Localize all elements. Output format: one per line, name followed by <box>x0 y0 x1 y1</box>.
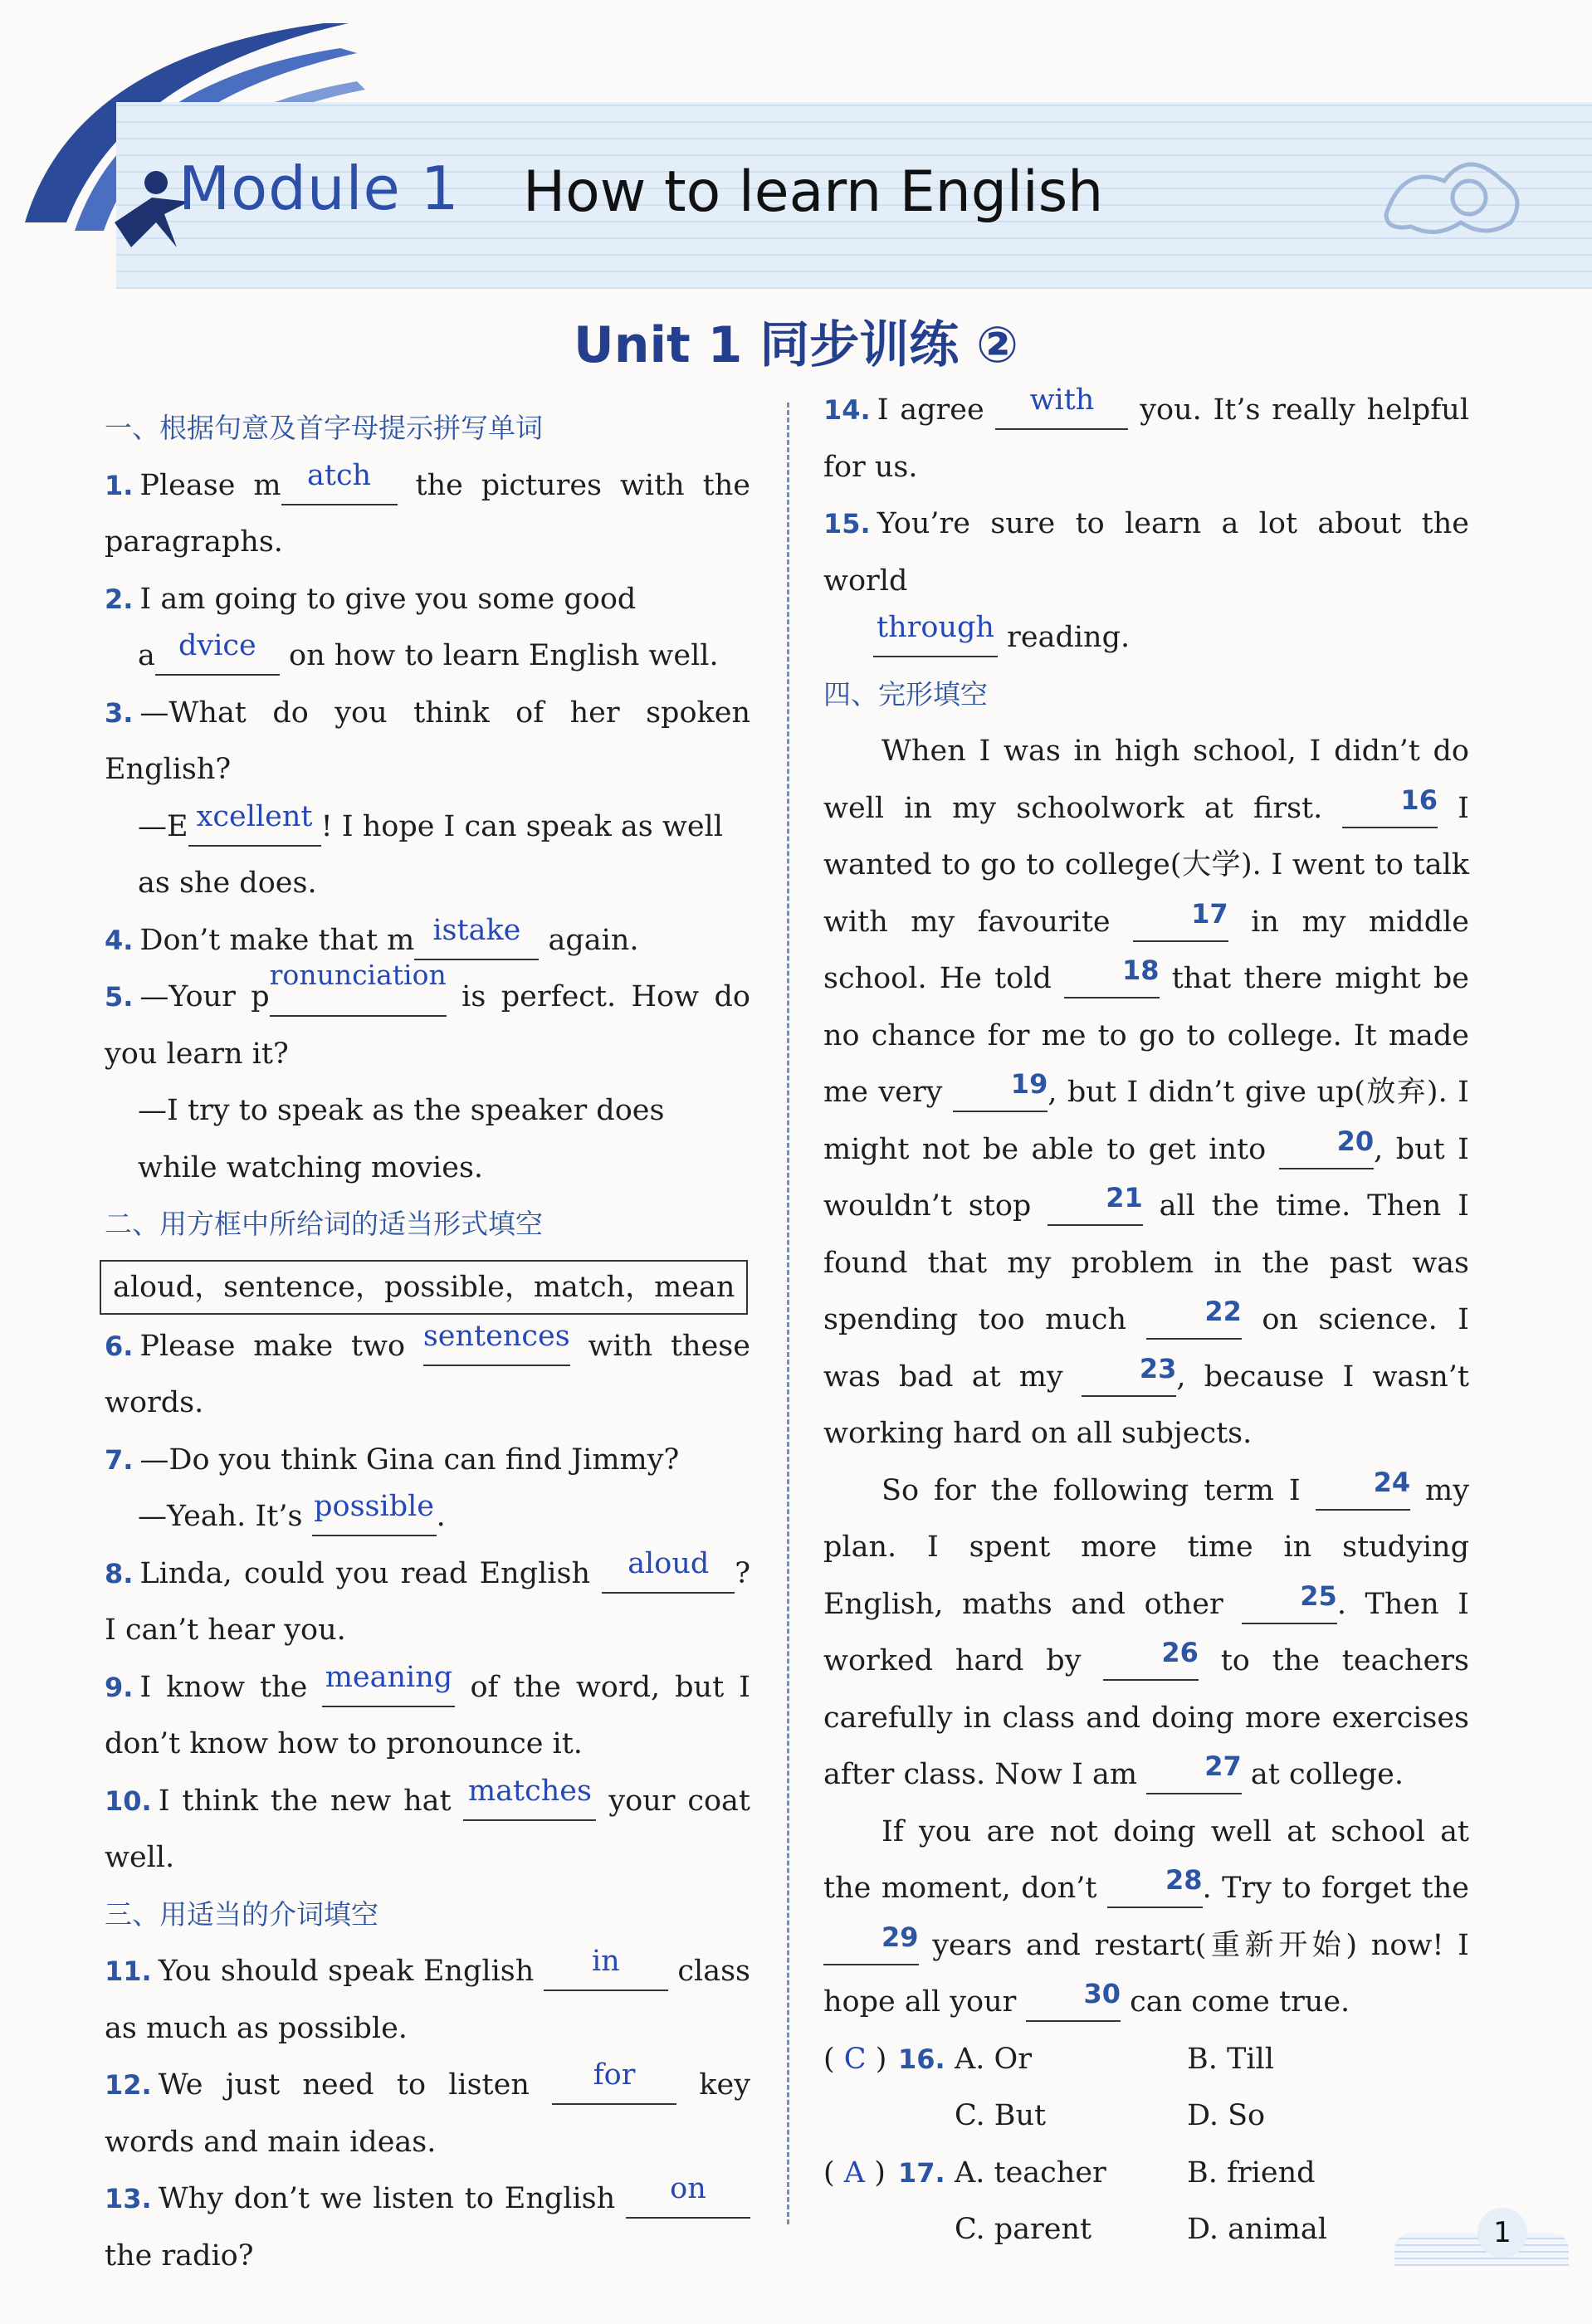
option-a[interactable]: A. teacher <box>955 2156 1106 2190</box>
answer-blank[interactable]: through <box>873 619 998 657</box>
cloze-paragraph-2: So for the following term I 24 my plan. I spent more time in studying English, maths and other 25. Then I worked hard by 26 to the teachers carefully in class and doing more exercises after class. Now I am 27 at college. <box>823 1462 1469 1804</box>
answer-blank[interactable]: with <box>995 392 1128 430</box>
question-7: 7. —Do you think Gina can find Jimmy? <box>105 1443 680 1477</box>
question-3: 3. —What do you think of her spoken English? <box>105 696 750 786</box>
cloze-blank-21[interactable]: 21 <box>1047 1188 1143 1226</box>
module-label: Module 1 <box>178 154 460 223</box>
section-heading: 一、根据句意及首字母提示拼写单词 <box>105 412 543 444</box>
question-15: 15. You’re sure to learn a lot about the world through reading. <box>823 496 1469 666</box>
cloze-blank-28[interactable]: 28 <box>1107 1870 1203 1908</box>
question-9: 9. I know the meaning of the word, but I don’t know how to pronounce it. <box>105 1660 750 1760</box>
choice-question-16-row2 <box>823 2087 1469 2145</box>
option-d[interactable]: D. So <box>1187 2099 1266 2132</box>
choice-question-16: ( C ) 16. A. Or B. Till <box>823 2031 1469 2088</box>
answer-bracket[interactable]: ( C ) <box>823 2042 887 2076</box>
answer-blank[interactable]: ronunciation <box>270 979 447 1017</box>
answer-blank[interactable]: on <box>626 2180 750 2219</box>
word-box: aloud，sentence，possible，match，mean <box>100 1260 748 1315</box>
cloze-blank-18[interactable]: 18 <box>1064 960 1160 998</box>
section-heading: 四、完形填空 <box>823 677 988 710</box>
answer-blank[interactable]: matches <box>463 1783 596 1821</box>
option-b[interactable]: B. friend <box>1187 2156 1316 2190</box>
right-column <box>823 382 1469 2258</box>
cloze-paragraph-3: If you are not doing well at school at the moment, don’t 28. Try to forget the 29 years and restart(重新开始) now! I hope all your 30 can come true. <box>823 1804 1469 2031</box>
answer-blank[interactable]: xcellent <box>188 808 321 847</box>
answer-blank[interactable]: in <box>544 1953 668 1991</box>
answer-blank[interactable]: meaning <box>322 1669 455 1707</box>
question-11: 11. You should speak English in class as much as possible. <box>105 1945 750 2045</box>
choice-question-17: ( A ) 17. A. teacher B. friend <box>823 2145 1469 2202</box>
question-3-reply: —E xcellent ! I hope I can speak as well as she does. <box>138 799 723 900</box>
page-number: 1 <box>1477 2208 1527 2258</box>
cloze-blank-23[interactable]: 23 <box>1082 1359 1177 1397</box>
cloze-blank-25[interactable]: 25 <box>1242 1586 1337 1624</box>
cloze-blank-27[interactable]: 27 <box>1146 1756 1242 1794</box>
cloze-paragraph-1: When I was in high school, I didn’t do well in my schoolwork at first. 16 I wanted to go to college(大学). I went to talk with my favourite 17 in my middle school. He told 18 that there might be no chance for me to go to college. It made me very 19, but I didn’t give up(放弃). I might not be able to get into 20, but I wouldn’t stop 21 all the time. Then I found that my problem in the past was spending too much 22 on science. I was bad at my 23, because I wasn’t working hard on all subjects. <box>823 735 1469 1450</box>
question-5-reply: —I try to speak as the speaker does while watching movies. <box>138 1094 665 1184</box>
answer-blank[interactable]: dvice <box>155 637 280 676</box>
answer-blank[interactable]: atch <box>281 467 398 505</box>
cloze-blank-24[interactable]: 24 <box>1316 1472 1411 1511</box>
question-8: 8. Linda, could you read English aloud ? I can’t hear you. <box>105 1546 750 1647</box>
question-4: 4. Don’t make that m istake again. <box>105 912 750 969</box>
cloze-blank-19[interactable]: 19 <box>953 1074 1048 1112</box>
cloze-blank-22[interactable]: 22 <box>1146 1301 1242 1340</box>
left-column <box>105 400 750 2284</box>
cloze-blank-29[interactable]: 29 <box>823 1927 919 1965</box>
option-c[interactable]: C. But <box>955 2099 1047 2132</box>
option-c[interactable]: C. parent <box>955 2213 1092 2246</box>
choice-question-17-row2 <box>823 2201 1469 2258</box>
module-title: How to learn English <box>523 159 1104 225</box>
option-d[interactable]: D. animal <box>1187 2213 1327 2246</box>
cloze-blank-30[interactable]: 30 <box>1026 1984 1121 2022</box>
option-b[interactable]: B. Till <box>1187 2042 1274 2076</box>
cloze-blank-17[interactable]: 17 <box>1133 904 1228 942</box>
module-banner <box>25 23 1569 272</box>
cloze-blank-26[interactable]: 26 <box>1103 1643 1199 1681</box>
column-divider <box>787 403 789 2224</box>
question-1: 1. Please m atch the pictures with the paragraphs. <box>105 458 750 559</box>
question-13: 13. Why don’t we listen to English on the radio? <box>105 2170 750 2284</box>
answer-bracket[interactable]: ( A ) <box>823 2156 886 2190</box>
answer-blank[interactable]: istake <box>414 922 539 960</box>
question-12: 12. We just need to listen for key words and main ideas. <box>105 2058 750 2159</box>
question-7-reply: —Yeah. It’s possible. <box>105 1488 750 1545</box>
unit-title: Unit 1 同步训练 ② <box>574 316 1018 374</box>
answer-blank[interactable]: aloud <box>602 1555 735 1594</box>
question-5: 5. —Your pronunciation is perfect. How do you learn it? <box>105 959 750 1071</box>
answer-blank[interactable]: sentences <box>423 1328 570 1366</box>
section-heading: 三、用适当的介词填空 <box>105 1897 378 1931</box>
cloze-blank-16[interactable]: 16 <box>1342 790 1438 828</box>
cloud-swirl-icon <box>1370 148 1536 247</box>
section-heading: 二、用方框中所给词的适当形式填空 <box>105 1208 543 1240</box>
question-14: 14. I agree with you. It’s really helpful for us. <box>823 383 1469 484</box>
answer-blank[interactable]: for <box>552 2067 676 2105</box>
question-2: 2. I am going to give you some good a dvice on how to learn English well. <box>105 571 750 685</box>
question-10: 10. I think the new hat matches your coat well. <box>105 1774 750 1874</box>
answer-blank[interactable]: possible <box>312 1498 437 1536</box>
question-6: 6. Please make two sentences with these words. <box>105 1319 750 1419</box>
cloze-blank-20[interactable]: 20 <box>1279 1131 1375 1169</box>
option-a[interactable]: A. Or <box>955 2042 1032 2076</box>
